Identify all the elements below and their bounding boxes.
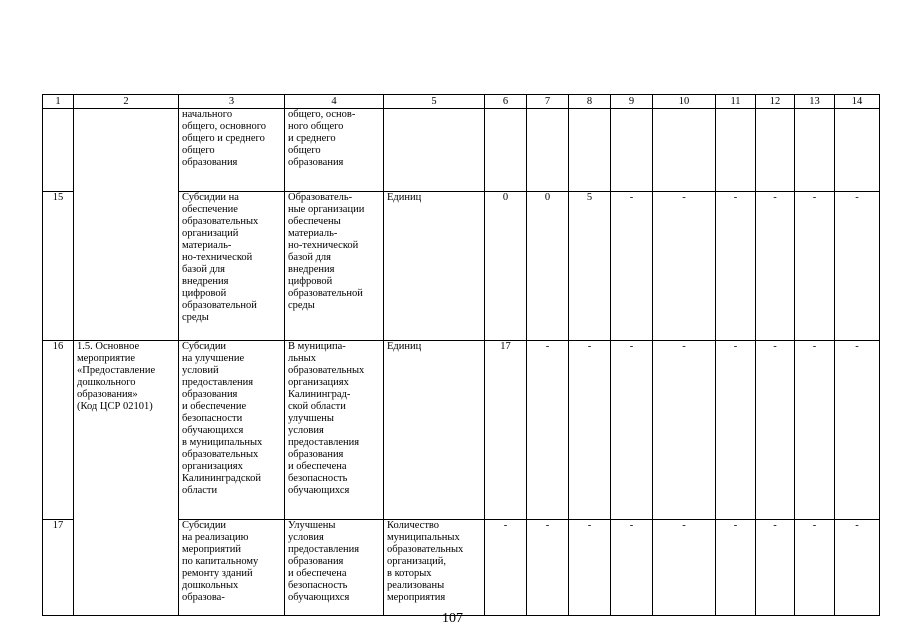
cell-text-line: дошкольных: [182, 580, 239, 591]
unit-cell: [384, 192, 485, 341]
cell-text-line: обучающихся: [288, 592, 350, 603]
cell-text-line: предоставления: [288, 437, 360, 448]
cell-text-line: по капитальному: [182, 556, 259, 567]
column-header-cell: 8: [569, 95, 611, 109]
cell-text-line: и обеспечена: [288, 568, 347, 579]
cell-text-line: Калининград-: [288, 389, 351, 400]
cell-text-line: материаль-: [182, 240, 232, 251]
value-cell: -: [795, 192, 835, 341]
subsidy-cell: [179, 192, 285, 341]
cell-text-line: организаций: [182, 228, 239, 239]
result-cell: [285, 341, 384, 520]
value-cell: [569, 109, 611, 192]
cell-text-line: предоставления: [182, 377, 254, 388]
value-cell: 0: [485, 192, 527, 341]
value-cell: -: [611, 192, 653, 341]
cell-text-line: В муниципа-: [288, 341, 346, 352]
cell-text-line: ные организации: [288, 204, 365, 215]
column-header-cell: 2: [74, 95, 179, 109]
value-cell: -: [611, 341, 653, 520]
value-cell: -: [485, 520, 527, 616]
column-header-cell: 6: [485, 95, 527, 109]
cell-text-line: образования: [288, 556, 344, 567]
cell-text-line: дошкольного: [77, 377, 136, 388]
cell-text-line: базой для: [288, 252, 331, 263]
value-cell: [756, 109, 795, 192]
cell-text-line: образовательных: [182, 216, 259, 227]
page-number: 107: [442, 611, 463, 626]
column-header-cell: 13: [795, 95, 835, 109]
cell-text-line: образовательной: [182, 300, 257, 311]
cell-text-line: условий: [182, 365, 219, 376]
cell-text-line: условия: [288, 425, 324, 436]
cell-text-line: 1.5. Основное: [77, 341, 140, 352]
value-cell: -: [653, 192, 716, 341]
cell-text-line: реализованы: [387, 580, 445, 591]
cell-text-line: ской области: [288, 401, 346, 412]
column-header-cell: 9: [611, 95, 653, 109]
cell-text-line: организациях: [288, 377, 349, 388]
cell-text-line: образова-: [182, 592, 225, 603]
cell-text-line: Образователь-: [288, 192, 353, 203]
value-cell: [611, 109, 653, 192]
value-cell: -: [756, 520, 795, 616]
cell-text-line: мероприятие: [77, 353, 135, 364]
cell-text-line: но-технической: [288, 240, 359, 251]
value-cell: -: [716, 341, 756, 520]
measure-name-cell: [74, 109, 179, 341]
column-header-cell: 4: [285, 95, 384, 109]
cell-text-line: льных: [288, 353, 316, 364]
cell-text-line: Субсидии на: [182, 192, 239, 203]
cell-text-line: в которых: [387, 568, 432, 579]
cell-text-line: ремонту зданий: [182, 568, 253, 579]
value-cell: -: [527, 341, 569, 520]
cell-text-line: «Предоставление: [77, 365, 156, 376]
cell-text-line: муниципальных: [387, 532, 460, 543]
column-header-cell: 3: [179, 95, 285, 109]
cell-text-line: Единиц: [387, 341, 422, 352]
cell-text-line: и обеспечение: [182, 401, 247, 412]
value-cell: [716, 109, 756, 192]
cell-text-line: образования»: [77, 389, 138, 400]
cell-text-line: Количество: [387, 520, 440, 531]
cell-text-line: образовательных: [387, 544, 464, 555]
value-cell: [653, 109, 716, 192]
cell-text-line: материаль-: [288, 228, 338, 239]
cell-text-line: в муниципальных: [182, 437, 263, 448]
cell-text-line: внедрения: [288, 264, 335, 275]
cell-text-line: обучающихся: [182, 425, 244, 436]
cell-text-line: образования: [288, 449, 344, 460]
row-number-cell: [43, 109, 74, 192]
cell-text-line: образования: [182, 389, 238, 400]
value-cell: -: [569, 341, 611, 520]
cell-text-line: безопасность: [288, 473, 348, 484]
column-header-cell: 10: [653, 95, 716, 109]
value-cell: -: [527, 520, 569, 616]
subsidy-cell: [179, 341, 285, 520]
subsidy-cell: [179, 520, 285, 616]
cell-text-line: мероприятий: [182, 544, 241, 555]
value-cell: -: [653, 520, 716, 616]
cell-text-line: базой для: [182, 264, 225, 275]
cell-text-line: общего, основного: [182, 121, 267, 132]
cell-text-line: безопасность: [288, 580, 348, 591]
value-cell: -: [653, 341, 716, 520]
cell-text-line: на улучшение: [182, 353, 245, 364]
cell-text-line: Единиц: [387, 192, 422, 203]
cell-text-line: среды: [182, 312, 209, 323]
result-cell: [285, 192, 384, 341]
unit-cell: [384, 520, 485, 616]
cell-text-line: цифровой: [288, 276, 333, 287]
cell-text-line: и среднего: [288, 133, 336, 144]
cell-text-line: обеспечены: [288, 216, 341, 227]
value-cell: [835, 109, 880, 192]
value-cell: -: [611, 520, 653, 616]
value-cell: [795, 109, 835, 192]
value-cell: -: [835, 520, 880, 616]
cell-text-line: общего, основ-: [288, 109, 356, 120]
cell-text-line: предоставления: [288, 544, 360, 555]
value-cell: -: [835, 341, 880, 520]
cell-text-line: общего и среднего: [182, 133, 265, 144]
column-header-cell: 1: [43, 95, 74, 109]
cell-text-line: безопасности: [182, 413, 243, 424]
value-cell: 17: [485, 341, 527, 520]
cell-text-line: общего: [288, 145, 321, 156]
cell-text-line: начального: [182, 109, 233, 120]
column-header-cell: 5: [384, 95, 485, 109]
row-number-cell: 15: [43, 192, 74, 341]
cell-text-line: (Код ЦСР 02101): [77, 401, 153, 412]
value-cell: -: [795, 341, 835, 520]
table-row: [43, 109, 880, 192]
cell-text-line: Улучшены: [288, 520, 336, 531]
data-table: [42, 94, 880, 616]
value-cell: [527, 109, 569, 192]
column-header-cell: 12: [756, 95, 795, 109]
cell-text-line: организаций,: [387, 556, 446, 567]
measure-name-cell: [74, 341, 179, 616]
value-cell: 0: [527, 192, 569, 341]
column-header-cell: 14: [835, 95, 880, 109]
table-row: [43, 341, 880, 520]
cell-text-line: Субсидии: [182, 341, 227, 352]
subsidy-cell: [179, 109, 285, 192]
cell-text-line: ного общего: [288, 121, 344, 132]
cell-text-line: образовательной: [288, 288, 363, 299]
unit-cell: [384, 341, 485, 520]
cell-text-line: цифровой: [182, 288, 227, 299]
value-cell: -: [835, 192, 880, 341]
cell-text-line: образовательных: [288, 365, 365, 376]
cell-text-line: внедрения: [182, 276, 229, 287]
unit-cell: [384, 109, 485, 192]
column-header-cell: 11: [716, 95, 756, 109]
cell-text-line: общего: [182, 145, 215, 156]
cell-text-line: улучшены: [288, 413, 334, 424]
cell-text-line: Калининградской: [182, 473, 261, 484]
value-cell: [485, 109, 527, 192]
table-header-row: [43, 95, 880, 109]
value-cell: 5: [569, 192, 611, 341]
row-number-cell: 16: [43, 341, 74, 520]
value-cell: -: [756, 192, 795, 341]
cell-text-line: организациях: [182, 461, 243, 472]
cell-text-line: образования: [182, 157, 238, 168]
cell-text-line: обучающихся: [288, 485, 350, 496]
cell-text-line: на реализацию: [182, 532, 249, 543]
cell-text-line: но-технической: [182, 252, 253, 263]
value-cell: -: [716, 192, 756, 341]
value-cell: -: [756, 341, 795, 520]
row-number-cell: 17: [43, 520, 74, 616]
cell-text-line: образования: [288, 157, 344, 168]
cell-text-line: мероприятия: [387, 592, 446, 603]
cell-text-line: области: [182, 485, 218, 496]
cell-text-line: среды: [288, 300, 315, 311]
column-header-cell: 7: [527, 95, 569, 109]
cell-text-line: обеспечение: [182, 204, 238, 215]
value-cell: -: [716, 520, 756, 616]
result-cell: [285, 520, 384, 616]
cell-text-line: Субсидии: [182, 520, 227, 531]
cell-text-line: образовательных: [182, 449, 259, 460]
table-body: [43, 95, 880, 616]
value-cell: -: [569, 520, 611, 616]
cell-text-line: условия: [288, 532, 324, 543]
cell-text-line: и обеспечена: [288, 461, 347, 472]
result-cell: [285, 109, 384, 192]
value-cell: -: [795, 520, 835, 616]
